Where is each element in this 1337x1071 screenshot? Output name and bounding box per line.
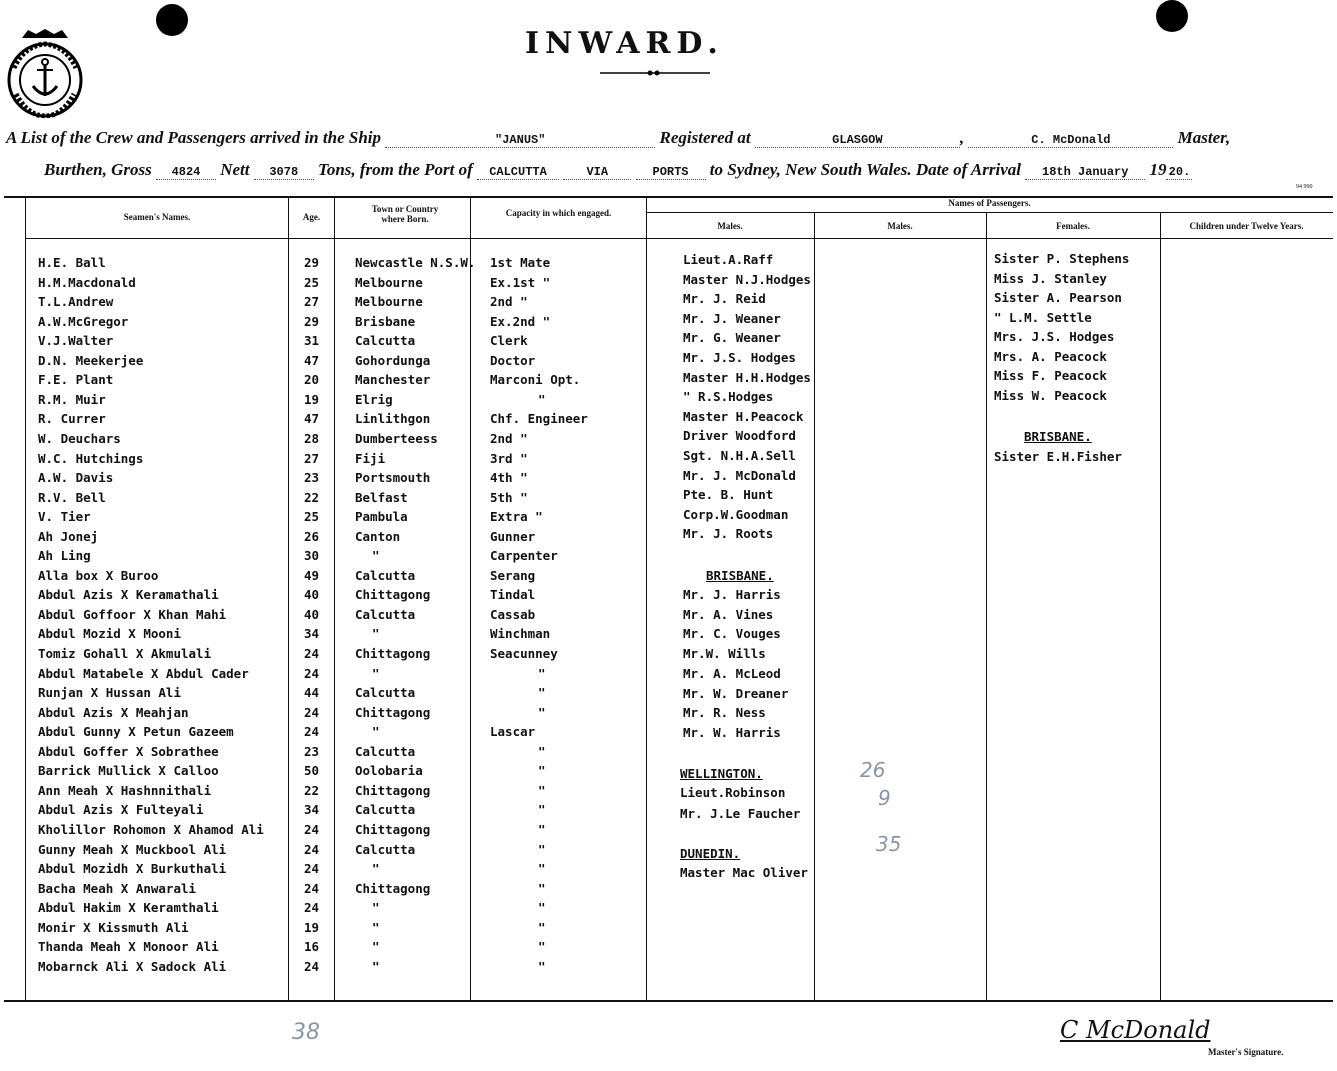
crew-capacity: Winchman xyxy=(490,626,551,642)
crew-capacity: Clerk xyxy=(490,333,528,349)
passenger-span-rule xyxy=(646,212,1333,213)
crew-born: Belfast xyxy=(355,489,408,505)
crew-name: Ann Meah X Hashnnithali xyxy=(38,782,212,798)
page-title: INWARD. xyxy=(525,26,724,61)
crew-age: 25 xyxy=(304,509,320,525)
crew-name: D.N. Meekerjee xyxy=(38,352,144,368)
male-passenger: Mr. J. Reid xyxy=(683,291,766,307)
via: VIA xyxy=(563,165,631,180)
col-rule xyxy=(646,196,647,1002)
crew-age: 49 xyxy=(304,567,320,583)
tally-a: 26 xyxy=(860,758,886,782)
crew-capacity: 3rd " xyxy=(490,450,528,466)
crew-age: 34 xyxy=(304,802,320,818)
crew-age: 24 xyxy=(304,665,320,681)
crew-capacity: " xyxy=(538,821,546,837)
col-rule xyxy=(288,196,289,1002)
crew-born: Calcutta xyxy=(355,333,416,349)
male-passenger: Driver Woodford xyxy=(683,428,796,444)
crew-capacity: Doctor xyxy=(490,352,536,368)
female-passenger-brisbane: Sister E.H.Fisher xyxy=(994,449,1122,464)
arrival-year: 20. xyxy=(1166,165,1192,180)
crew-born: Calcutta xyxy=(355,841,416,857)
crew-capacity: " xyxy=(538,763,546,779)
crew-age: 24 xyxy=(304,821,320,837)
crew-capacity: Tindal xyxy=(490,587,536,603)
crew-age: 50 xyxy=(304,763,320,779)
male-passenger: Mr. J. Roots xyxy=(683,526,774,542)
crew-born: " xyxy=(372,626,380,642)
crew-name: T.L.Andrew xyxy=(38,294,114,310)
crew-capacity: " xyxy=(538,900,546,916)
col-header-seamen: Seamen's Names. xyxy=(123,212,191,222)
header-line-1: A List of the Crew and Passengers arrived in the Ship "JANUS" Registered at GLASGOW , C. McDonald Master, xyxy=(6,128,1231,147)
tally-b: 9 xyxy=(878,786,891,810)
crew-name: Abdul Gunny X Petun Gazeem xyxy=(38,724,234,740)
crew-capacity: " xyxy=(538,665,546,681)
male-passenger-brisbane: Mr. C. Vouges xyxy=(683,626,781,642)
crew-capacity: Ex.2nd " xyxy=(490,313,551,329)
crew-age: 16 xyxy=(304,939,320,955)
crew-age: 27 xyxy=(304,450,320,466)
master-signature: C McDonald xyxy=(1060,1016,1211,1044)
crew-capacity: " xyxy=(538,939,546,955)
col-header-children: Children under Twelve Years. xyxy=(1189,221,1304,231)
arrival-date: 18th January xyxy=(1025,165,1145,180)
crew-name: F.E. Plant xyxy=(38,372,114,388)
col-rule xyxy=(986,212,987,1002)
male-passenger: Sgt. N.H.A.Sell xyxy=(683,448,796,463)
crew-capacity: " xyxy=(538,880,546,896)
crew-name: Abdul Azis X Keramathali xyxy=(38,587,219,603)
crew-born: " xyxy=(372,958,380,974)
crew-age: 19 xyxy=(304,391,320,407)
crew-age: 19 xyxy=(304,919,320,935)
crew-age: 28 xyxy=(304,430,320,446)
col-header-town: Town or Country where Born. xyxy=(371,204,439,224)
brisbane-heading: BRISBANE. xyxy=(706,568,774,583)
crew-name: Runjan X Hussan Ali xyxy=(38,685,181,701)
crew-born: Canton xyxy=(355,528,401,544)
crew-name: H.E. Ball xyxy=(38,255,106,270)
crew-born: Calcutta xyxy=(355,743,416,759)
female-passenger: " L.M. Settle xyxy=(994,309,1092,325)
crew-name: Gunny Meah X Muckbool Ali xyxy=(38,841,227,857)
male-passenger: Mr. J. McDonald xyxy=(683,467,796,483)
col-header-capacity: Capacity in which engaged. xyxy=(505,208,612,218)
gross-tons: 4824 xyxy=(156,165,216,180)
crew-capacity: Cassab xyxy=(490,606,536,622)
male-passenger-brisbane: Mr. A. Vines xyxy=(683,606,774,622)
crew-age: 22 xyxy=(304,782,320,798)
crew-name: V. Tier xyxy=(38,509,91,525)
crew-capacity: " xyxy=(538,391,546,407)
crew-born: " xyxy=(372,861,380,877)
wellington-heading: WELLINGTON. xyxy=(680,766,763,781)
crew-name: R.V. Bell xyxy=(38,489,106,505)
crew-age: 29 xyxy=(304,313,320,329)
tally-total: 38 xyxy=(292,1020,320,1045)
tally-c: 35 xyxy=(876,832,902,856)
col-header-males-2: Males. xyxy=(887,221,913,231)
table-header-rule xyxy=(25,238,1333,239)
female-passenger: Sister A. Pearson xyxy=(994,290,1122,305)
crew-name: Tomiz Gohall X Akmulali xyxy=(38,646,212,661)
registered-port: GLASGOW xyxy=(755,133,960,148)
col-header-females: Females. xyxy=(1056,221,1090,231)
crew-age: 34 xyxy=(304,626,320,642)
male-passenger: Master H.Peacock xyxy=(683,408,804,424)
signature-label: Master's Signature. xyxy=(1208,1047,1284,1057)
crew-born: Pambula xyxy=(355,509,408,525)
crew-capacity: Seacunney xyxy=(490,646,558,661)
crew-capacity: 4th " xyxy=(490,470,528,486)
crew-name: Ah Ling xyxy=(38,548,91,564)
print-code: 94 990 xyxy=(1296,184,1313,190)
crew-age: 24 xyxy=(304,880,320,896)
crew-age: 22 xyxy=(304,489,320,505)
crew-born: Elrig xyxy=(355,391,393,407)
crew-born: " xyxy=(372,665,380,681)
from-port: CALCUTTA xyxy=(477,165,559,180)
male-passenger: Master N.J.Hodges xyxy=(683,271,811,287)
crew-capacity: " xyxy=(538,704,546,720)
crew-born: Gohordunga xyxy=(355,352,431,368)
crew-age: 29 xyxy=(304,255,320,270)
ship-name: "JANUS" xyxy=(385,133,655,148)
crew-capacity: Extra " xyxy=(490,509,543,525)
col-rule xyxy=(814,212,815,1002)
crew-born: " xyxy=(372,724,380,740)
crew-born: Fiji xyxy=(355,450,386,466)
crew-name: R.M. Muir xyxy=(38,391,106,407)
crew-capacity: " xyxy=(538,958,546,974)
male-passenger-dunedin: Master Mac Oliver xyxy=(680,865,808,880)
crew-capacity: Marconi Opt. xyxy=(490,372,581,388)
crew-name: Abdul Goffer X Sobrathee xyxy=(38,743,219,759)
crew-name: Barrick Mullick X Calloo xyxy=(38,763,219,779)
crew-born: Manchester xyxy=(355,372,431,388)
crew-name: W. Deuchars xyxy=(38,430,121,446)
crew-name: Abdul Azis X Fulteyali xyxy=(38,802,204,818)
male-passenger-wellington: Mr. J.Le Faucher xyxy=(680,806,801,821)
master-name: C. McDonald xyxy=(968,133,1173,148)
crew-age: 24 xyxy=(304,724,320,740)
crew-born: Dumberteess xyxy=(355,430,438,446)
crew-born: Portsmouth xyxy=(355,470,431,486)
male-passenger-brisbane: Mr.W. Wills xyxy=(683,646,766,662)
crew-capacity: " xyxy=(538,841,546,857)
crew-age: 24 xyxy=(304,646,320,661)
crew-name: Abdul Goffoor X Khan Mahi xyxy=(38,606,227,622)
crew-name: Alla box X Buroo xyxy=(38,567,159,583)
crew-name: Ah Jonej xyxy=(38,528,99,544)
crew-capacity: " xyxy=(538,802,546,818)
crew-capacity: " xyxy=(538,861,546,877)
col-rule xyxy=(1160,212,1161,1002)
crew-age: 23 xyxy=(304,470,320,486)
crew-name: H.M.Macdonald xyxy=(38,274,136,290)
crew-capacity: Gunner xyxy=(490,528,536,544)
crew-born: Calcutta xyxy=(355,685,416,701)
col-rule xyxy=(25,196,26,1002)
crew-age: 24 xyxy=(304,958,320,974)
table-bottom-rule xyxy=(4,1000,1333,1002)
crew-born: Chittagong xyxy=(355,646,431,661)
anchor-seal-icon xyxy=(4,28,86,118)
male-passenger-wellington: Lieut.Robinson xyxy=(680,785,786,800)
female-passenger: Miss F. Peacock xyxy=(994,368,1107,383)
crew-born: Calcutta xyxy=(355,802,416,818)
nett-tons: 3078 xyxy=(254,165,314,180)
crew-born: " xyxy=(372,919,380,935)
header-line-2: Burthen, Gross 4824 Nett 3078 Tons, from the Port of CALCUTTA VIA PORTS to Sydney, New South Wales. Date of Arrival 18th January 19 20. xyxy=(44,160,1192,180)
col-rule xyxy=(334,196,335,1002)
crew-capacity: Chf. Engineer xyxy=(490,411,588,427)
crew-born: Chittagong xyxy=(355,704,431,720)
male-passenger-brisbane: Mr. R. Ness xyxy=(683,705,766,721)
crew-age: 47 xyxy=(304,411,320,427)
crew-name: A.W. Davis xyxy=(38,470,114,486)
crew-born: Brisbane xyxy=(355,313,416,329)
male-passenger-brisbane: Mr. W. Harris xyxy=(683,724,781,740)
crew-age: 25 xyxy=(304,274,320,290)
crew-born: Melbourne xyxy=(355,274,423,290)
crew-born: Chittagong xyxy=(355,880,431,896)
crew-name: Monir X Kissmuth Ali xyxy=(38,919,189,935)
crew-born: Newcastle N.S.W. xyxy=(355,255,476,270)
col-rule xyxy=(470,196,471,1002)
crew-born: Linlithgon xyxy=(355,411,431,427)
crew-capacity: " xyxy=(538,743,546,759)
punch-hole-right xyxy=(1156,0,1188,32)
crew-capacity: Ex.1st " xyxy=(490,274,551,290)
crew-age: 23 xyxy=(304,743,320,759)
crew-name: Bacha Meah X Anwarali xyxy=(38,880,197,896)
crew-age: 20 xyxy=(304,372,320,388)
crew-name: Kholillor Rohomon X Ahamod Ali xyxy=(38,821,264,837)
male-passenger-brisbane: Mr. J. Harris xyxy=(683,587,781,602)
crew-born: Chittagong xyxy=(355,587,431,603)
title-ornament xyxy=(600,70,710,76)
crew-name: V.J.Walter xyxy=(38,333,114,349)
crew-name: Abdul Azis X Meahjan xyxy=(38,704,189,720)
male-passenger: Mr. G. Weaner xyxy=(683,330,781,346)
male-passenger-brisbane: Mr. W. Dreaner xyxy=(683,685,789,701)
crew-born: Calcutta xyxy=(355,567,416,583)
crew-age: 30 xyxy=(304,548,320,564)
crew-age: 40 xyxy=(304,587,320,603)
crew-name: R. Currer xyxy=(38,411,106,427)
females-brisbane-heading: BRISBANE. xyxy=(1024,429,1092,444)
col-header-passengers: Names of Passengers. xyxy=(948,198,1031,208)
crew-born: Oolobaria xyxy=(355,763,423,779)
crew-capacity: " xyxy=(538,782,546,798)
female-passenger: Miss J. Stanley xyxy=(994,270,1107,286)
crew-capacity: Carpenter xyxy=(490,548,558,564)
crew-born: Melbourne xyxy=(355,294,423,310)
female-passenger: Mrs. A. Peacock xyxy=(994,348,1107,364)
crew-capacity: Serang xyxy=(490,567,536,583)
crew-name: W.C. Hutchings xyxy=(38,450,144,466)
crew-name: Abdul Hakim X Keramthali xyxy=(38,900,219,916)
male-passenger: Mr. J.S. Hodges xyxy=(683,350,796,365)
male-passenger-brisbane: Mr. A. McLeod xyxy=(683,665,781,681)
crew-age: 24 xyxy=(304,841,320,857)
crew-age: 44 xyxy=(304,685,320,701)
crew-born: " xyxy=(372,900,380,916)
dunedin-heading: DUNEDIN. xyxy=(680,846,741,861)
crew-capacity: 2nd " xyxy=(490,430,528,446)
male-passenger: " R.S.Hodges xyxy=(683,389,774,405)
female-passenger: Miss W. Peacock xyxy=(994,387,1107,403)
ports: PORTS xyxy=(636,165,706,180)
punch-hole-left xyxy=(156,4,188,36)
crew-age: 26 xyxy=(304,528,320,544)
col-header-age: Age. xyxy=(302,212,321,222)
crew-born: " xyxy=(372,548,380,564)
col-header-males-1: Males. xyxy=(717,221,743,231)
crew-born: Calcutta xyxy=(355,606,416,622)
crew-capacity: 1st Mate xyxy=(490,255,551,270)
crew-born: Chittagong xyxy=(355,821,431,837)
crew-name: Mobarnck Ali X Sadock Ali xyxy=(38,958,227,974)
crew-name: A.W.McGregor xyxy=(38,313,129,329)
crew-name: Abdul Matabele X Abdul Cader xyxy=(38,665,249,681)
crew-capacity: " xyxy=(538,919,546,935)
crew-age: 24 xyxy=(304,704,320,720)
male-passenger: Pte. B. Hunt xyxy=(683,487,774,503)
crew-born: Chittagong xyxy=(355,782,431,798)
crew-age: 27 xyxy=(304,294,320,310)
crew-age: 24 xyxy=(304,900,320,916)
male-passenger: Lieut.A.Raff xyxy=(683,252,774,267)
crew-capacity: 2nd " xyxy=(490,294,528,310)
crew-name: Thanda Meah X Monoor Ali xyxy=(38,939,219,955)
crew-capacity: " xyxy=(538,685,546,701)
crew-name: Abdul Mozidh X Burkuthali xyxy=(38,861,227,877)
crew-capacity: Lascar xyxy=(490,724,536,740)
crew-age: 47 xyxy=(304,352,320,368)
male-passenger: Mr. J. Weaner xyxy=(683,310,781,326)
crew-age: 31 xyxy=(304,333,320,349)
female-passenger: Sister P. Stephens xyxy=(994,251,1130,266)
crew-born: " xyxy=(372,939,380,955)
male-passenger: Master H.H.Hodges xyxy=(683,369,811,385)
crew-age: 40 xyxy=(304,606,320,622)
crew-name: Abdul Mozid X Mooni xyxy=(38,626,181,642)
female-passenger: Mrs. J.S. Hodges xyxy=(994,329,1115,344)
crew-age: 24 xyxy=(304,861,320,877)
male-passenger: Corp.W.Goodman xyxy=(683,506,789,522)
crew-capacity: 5th " xyxy=(490,489,528,505)
